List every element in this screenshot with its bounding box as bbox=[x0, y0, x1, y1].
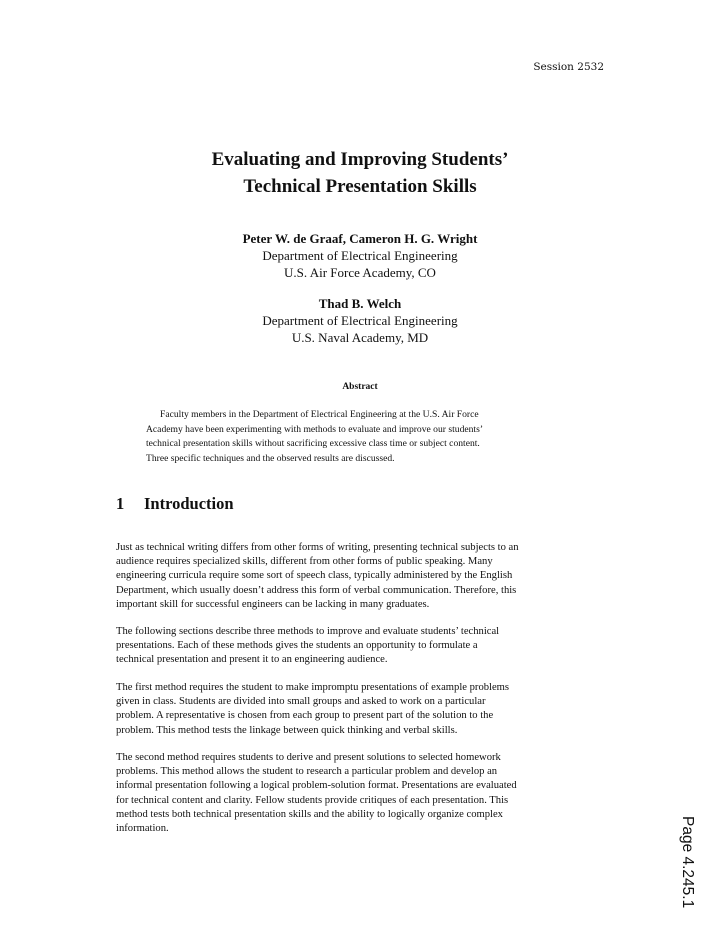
title-line: Evaluating and Improving Students’ bbox=[211, 149, 509, 170]
paragraph-line: engineering curricula require some sort of speech class, typically administered by the English bbox=[116, 570, 513, 582]
paragraph-line: important skill for successful engineers can be lacking in many graduates. bbox=[116, 598, 430, 610]
author-department: Department of Electrical Engineering bbox=[262, 313, 458, 328]
paragraph-line: Just as technical writing differs from other forms of writing, presenting technical subjects to an bbox=[116, 542, 519, 553]
paper-title bbox=[0, 146, 720, 200]
paragraph-line: informal presentation following a logical problem-solution format. Presentations are evaluated bbox=[116, 780, 517, 792]
abstract-heading: Abstract bbox=[342, 382, 378, 392]
abstract-body bbox=[146, 408, 576, 466]
paragraph-line: given in class. Students are divided into small groups and asked to work on a particular bbox=[116, 696, 486, 708]
paragraph-line: The following sections describe three methods to improve and evaluate students’ technical bbox=[116, 626, 500, 637]
paragraph-line: The second method requires students to derive and present solutions to selected homework bbox=[116, 752, 501, 763]
paragraph-line: problem. This method tests the linkage between quick thinking and verbal skills. bbox=[116, 724, 458, 736]
paragraph-line: problems. This method allows the student to research a particular problem and develop an bbox=[116, 766, 498, 778]
paragraph-line: information. bbox=[116, 823, 169, 835]
abstract-line: Three specific techniques and the observed results are discussed. bbox=[146, 452, 395, 464]
paragraph-line: presentations. Each of these methods gives the students an opportunity to formulate a bbox=[116, 640, 478, 652]
paragraph-line: The first method requires the student to make impromptu presentations of example problems bbox=[116, 682, 510, 693]
paragraph-line: technical presentation and present it to an engineering audience. bbox=[116, 654, 388, 666]
paragraph bbox=[116, 751, 616, 836]
author-group-2 bbox=[0, 295, 720, 346]
paragraph-line: Department, which usually doesn’t address this form of verbal communication. Therefore, this bbox=[116, 584, 517, 596]
paragraph bbox=[116, 681, 616, 738]
page-stamp: Page 4.245.1 bbox=[679, 816, 696, 909]
paragraph-line: method tests both technical presentation skills and the ability to logically organize complex bbox=[116, 808, 503, 820]
paragraph bbox=[116, 625, 616, 668]
author-group-1 bbox=[0, 230, 720, 281]
title-line: Technical Presentation Skills bbox=[243, 176, 477, 197]
paragraph-line: for technical content and clarity. Fellow students provide critiques of each presentation. This bbox=[116, 794, 509, 806]
section-number: 1 bbox=[116, 494, 125, 513]
session-label: Session 2532 bbox=[533, 61, 604, 73]
section-heading bbox=[116, 494, 234, 514]
paragraph-line: audience requires specialized skills, different from other forms of public speaking. Many bbox=[116, 556, 493, 568]
paragraph-line: problem. A representative is chosen from each group to present part of the solution to the bbox=[116, 710, 494, 722]
abstract-line: Academy have been experimenting with methods to evaluate and improve our students’ bbox=[146, 423, 484, 435]
section-title: Introduction bbox=[144, 494, 234, 513]
author-institution: U.S. Naval Academy, MD bbox=[291, 330, 429, 345]
abstract-line: Faculty members in the Department of Electrical Engineering at the U.S. Air Force bbox=[160, 409, 479, 420]
author-department: Department of Electrical Engineering bbox=[262, 248, 458, 263]
paragraph bbox=[116, 541, 616, 612]
author-names: Peter W. de Graaf, Cameron H. G. Wright bbox=[242, 231, 478, 246]
author-institution: U.S. Air Force Academy, CO bbox=[284, 265, 436, 280]
author-names: Thad B. Welch bbox=[318, 296, 402, 311]
abstract-line: technical presentation skills without sacrificing excessive class time or subject content. bbox=[146, 438, 480, 450]
